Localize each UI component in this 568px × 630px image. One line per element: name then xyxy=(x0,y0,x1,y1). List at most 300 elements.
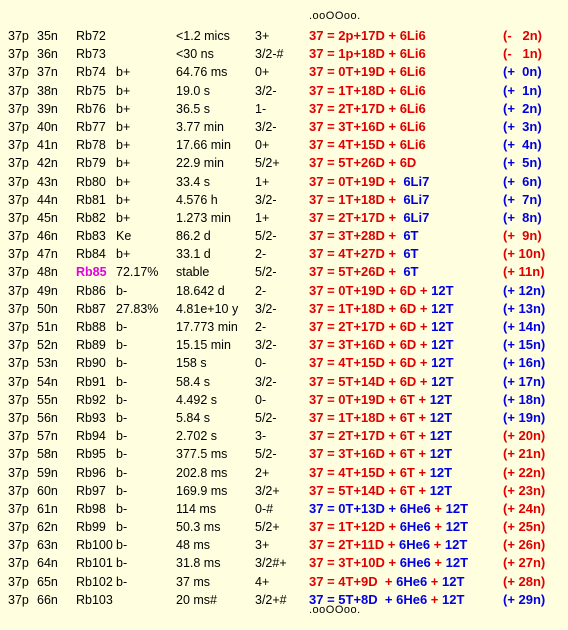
equation-part: 37 = 2T+11D + xyxy=(309,537,399,553)
half-life: 86.2 d xyxy=(176,229,211,244)
spin-parity: 3/2- xyxy=(255,83,277,98)
neutron-offset xyxy=(503,82,542,100)
equation-part: 12T xyxy=(442,591,465,607)
neutron-count: 35n xyxy=(37,29,58,43)
offset-text: (+ 18n) xyxy=(503,391,546,407)
table-row xyxy=(0,100,568,118)
half-life: 114 ms xyxy=(176,501,217,516)
isotope-name: Rb77 xyxy=(76,119,106,134)
table-row xyxy=(0,63,568,81)
neutron-offset xyxy=(503,100,542,118)
spin-parity: 0- xyxy=(255,356,267,371)
spin-parity: 0-# xyxy=(255,501,274,516)
neutron-offset xyxy=(503,245,545,263)
equation-part: 12T xyxy=(431,300,454,316)
proton-count: 37p xyxy=(8,410,29,425)
proton-count: 37p xyxy=(8,447,29,462)
spin-parity: 3/2- xyxy=(255,119,277,134)
offset-text: (+ 22n) xyxy=(503,464,546,480)
neutron-count: 52n xyxy=(37,338,58,353)
neutron-count: 45n xyxy=(37,210,58,225)
proton-count: 37p xyxy=(8,392,29,407)
isotope-name: Rb91 xyxy=(76,374,106,389)
decomposition-equation xyxy=(309,154,416,172)
decay-mode: Ke xyxy=(116,229,132,244)
neutron-offset xyxy=(503,518,545,536)
offset-text: (+ 4n) xyxy=(503,137,542,153)
spin-parity: 2- xyxy=(255,283,267,298)
equation-part: 37 = 2T+17D + xyxy=(309,209,400,225)
spin-parity: 5/2+ xyxy=(255,520,280,535)
decomposition-equation xyxy=(309,45,426,63)
neutron-count: 43n xyxy=(37,174,58,189)
decay-mode: b- xyxy=(116,501,128,516)
half-life: 3.77 min xyxy=(176,119,224,134)
equation-part: 12T xyxy=(445,519,469,535)
decay-mode: b- xyxy=(116,538,128,553)
table-row xyxy=(0,500,568,518)
neutron-count: 50n xyxy=(37,301,58,316)
table-row xyxy=(0,45,568,63)
equation-part: 37 = 5T+8D + xyxy=(309,591,397,607)
equation-part: 6T xyxy=(399,246,419,262)
decay-mode: b+ xyxy=(116,174,131,189)
proton-count: 37p xyxy=(8,119,29,134)
equation-part: 12T xyxy=(429,482,453,498)
proton-count: 37p xyxy=(8,247,29,262)
decomposition-equation xyxy=(309,500,468,518)
isotope-name: Rb81 xyxy=(76,192,106,207)
table-row xyxy=(0,173,568,191)
neutron-offset xyxy=(503,154,542,172)
equation-part: 37 = 1p+18D + 6Li6 xyxy=(309,46,426,62)
neutron-count: 59n xyxy=(37,465,58,480)
decay-mode: b+ xyxy=(116,101,131,116)
table-row xyxy=(0,27,568,45)
offset-text: (- 2n) xyxy=(503,28,542,43)
equation-part: 12T xyxy=(442,573,465,589)
table-row xyxy=(0,482,568,500)
offset-text: (+ 23n) xyxy=(503,482,546,498)
neutron-count: 49n xyxy=(37,283,58,298)
equation-part: 37 = 2T+17D + 6Li6 xyxy=(309,100,426,116)
abundance: 72.17% xyxy=(116,265,159,280)
equation-part: 37 = 5T+26D + xyxy=(309,264,400,280)
equation-part: 12T xyxy=(429,391,453,407)
decay-mode: b- xyxy=(116,520,128,535)
decay-mode: b+ xyxy=(116,119,131,134)
decay-mode: b- xyxy=(116,429,128,444)
isotope-name: Rb79 xyxy=(76,156,106,171)
decomposition-equation xyxy=(309,63,426,81)
spin-parity: 3/2#+ xyxy=(255,556,287,571)
decomposition-equation xyxy=(309,100,426,118)
equation-part: + xyxy=(430,519,446,535)
equation-part: 37 = 5T+26D + 6D xyxy=(309,155,417,171)
isotope-name: Rb89 xyxy=(76,338,106,353)
half-life: stable xyxy=(176,265,210,280)
decomposition-equation xyxy=(309,354,454,372)
isotope-name: Rb94 xyxy=(76,429,106,444)
proton-count: 37p xyxy=(8,374,29,389)
decomposition-equation xyxy=(309,464,452,482)
spin-parity: 2+ xyxy=(255,465,270,480)
neutron-count: 51n xyxy=(37,320,58,334)
table-row xyxy=(0,154,568,172)
proton-count: 37p xyxy=(8,520,29,535)
equation-part: 12T xyxy=(431,282,454,298)
table-row xyxy=(0,282,568,300)
equation-part: 6T xyxy=(399,228,419,244)
table-row xyxy=(0,336,568,354)
offset-text: (+ 10n) xyxy=(503,246,546,262)
equation-part: 37 = 5T+14D + 6T + xyxy=(309,482,430,498)
decomposition-equation xyxy=(309,82,426,100)
offset-text: (+ 8n) xyxy=(503,209,542,225)
spin-parity: 0+ xyxy=(255,138,270,153)
spin-parity: 5/2+ xyxy=(255,156,280,171)
decay-mode: b+ xyxy=(116,247,131,262)
decomposition-equation xyxy=(309,300,454,318)
half-life: 5.84 s xyxy=(176,410,211,425)
neutron-offset xyxy=(503,536,545,554)
offset-text: (+ 26n) xyxy=(503,537,546,553)
half-life: 158 s xyxy=(176,356,207,371)
decay-mode: b+ xyxy=(116,138,131,153)
equation-part: 37 = 4T+9D + xyxy=(309,573,397,589)
half-life: 202.8 ms xyxy=(176,465,228,480)
neutron-offset xyxy=(503,136,542,154)
isotope-name: Rb85 xyxy=(76,265,107,280)
offset-text: (+ 11n) xyxy=(503,264,545,280)
table-row xyxy=(0,136,568,154)
neutron-offset xyxy=(503,45,542,63)
spin-parity: 0+ xyxy=(255,65,270,80)
equation-part: 37 = 0T+19D + xyxy=(309,173,400,189)
proton-count: 37p xyxy=(8,229,29,244)
isotope-name: Rb74 xyxy=(76,65,106,80)
isotope-name: Rb102 xyxy=(76,574,113,589)
equation-part: 37 = 3T+16D + 6T + xyxy=(309,446,430,462)
equation-part: 37 = 1T+18D + 6T + xyxy=(309,409,430,425)
decay-mode: b- xyxy=(116,338,128,353)
half-life: 33.4 s xyxy=(176,174,211,189)
neutron-offset xyxy=(503,591,545,609)
half-life: 20 ms# xyxy=(176,592,217,607)
equation-part: 37 = 3T+16D + 6Li6 xyxy=(309,118,426,134)
neutron-count: 55n xyxy=(37,392,58,407)
equation-part: 37 = 3T+28D + xyxy=(309,228,400,244)
neutron-offset xyxy=(503,554,545,572)
offset-text: (+ 15n) xyxy=(503,337,546,353)
half-life: 377.5 ms xyxy=(176,447,228,462)
neutron-offset xyxy=(503,445,545,463)
offset-text: (+ 24n) xyxy=(503,500,546,516)
neutron-count: 61n xyxy=(37,501,58,516)
spin-parity: 5/2- xyxy=(255,265,277,280)
table-row xyxy=(0,318,568,336)
offset-text: (+ 3n) xyxy=(503,118,542,134)
decomposition-equation xyxy=(309,427,452,445)
proton-count: 37p xyxy=(8,47,29,62)
neutron-offset xyxy=(503,336,545,354)
isotope-list xyxy=(0,27,568,609)
equation-part: 12T xyxy=(431,337,454,353)
spin-parity: 1+ xyxy=(255,210,270,225)
proton-count: 37p xyxy=(8,192,29,207)
isotope-name: Rb83 xyxy=(76,229,106,244)
isotope-name: Rb73 xyxy=(76,47,106,62)
table-row xyxy=(0,464,568,482)
table-row xyxy=(0,591,568,609)
neutron-offset xyxy=(503,318,545,336)
half-life: 4.576 h xyxy=(176,192,218,207)
table-row xyxy=(0,263,568,281)
equation-part: 6He6 xyxy=(399,519,431,535)
decomposition-equation xyxy=(309,245,419,263)
half-life: 22.9 min xyxy=(176,156,224,171)
neutron-count: 46n xyxy=(37,229,58,244)
isotope-name: Rb75 xyxy=(76,83,106,98)
spin-parity: 5/2- xyxy=(255,447,277,462)
decomposition-equation xyxy=(309,536,467,554)
equation-part: 6He6 xyxy=(398,537,431,553)
decay-mode: b- xyxy=(116,320,128,334)
offset-text: (+ 12n) xyxy=(503,282,546,298)
decomposition-equation xyxy=(309,173,429,191)
decomposition-equation xyxy=(309,118,426,136)
decomposition-equation xyxy=(309,391,452,409)
isotope-name: Rb98 xyxy=(76,501,106,516)
neutron-offset xyxy=(503,391,545,409)
offset-text: (+ 29n) xyxy=(503,591,546,607)
decomposition-equation xyxy=(309,227,419,245)
offset-text: (+ 14n) xyxy=(503,319,546,334)
isotope-name: Rb101 xyxy=(76,556,113,571)
neutron-offset xyxy=(503,500,545,518)
decay-mode: b- xyxy=(116,556,128,571)
decomposition-equation xyxy=(309,518,468,536)
decay-mode: b- xyxy=(116,374,128,389)
proton-count: 37p xyxy=(8,138,29,153)
decoration-top: .ooOOoo. xyxy=(309,10,361,22)
isotope-name: Rb92 xyxy=(76,392,106,407)
equation-part: 37 = 0T+19D + 6T + xyxy=(309,391,430,407)
decomposition-equation xyxy=(309,573,464,591)
neutron-offset xyxy=(503,354,545,372)
isotope-name: Rb97 xyxy=(76,483,106,498)
equation-part: 12T xyxy=(431,355,454,371)
proton-count: 37p xyxy=(8,83,29,98)
half-life: 2.702 s xyxy=(176,429,218,444)
equation-part: + xyxy=(430,537,445,553)
decomposition-equation xyxy=(309,445,452,463)
neutron-count: 47n xyxy=(37,247,58,262)
proton-count: 37p xyxy=(8,538,29,553)
half-life: 1.273 min xyxy=(176,210,231,225)
proton-count: 37p xyxy=(8,338,29,353)
neutron-count: 63n xyxy=(37,538,58,553)
neutron-count: 65n xyxy=(37,574,58,589)
decoration-bottom: .ooOOoo. xyxy=(309,604,361,616)
isotope-name: Rb82 xyxy=(76,210,106,225)
decomposition-equation xyxy=(309,373,454,391)
decay-mode: b+ xyxy=(116,65,131,80)
decay-mode: b- xyxy=(116,447,128,462)
half-life: <1.2 mics xyxy=(176,29,230,43)
table-row xyxy=(0,209,568,227)
decomposition-equation xyxy=(309,282,454,300)
table-row xyxy=(0,536,568,554)
spin-parity: 3/2+ xyxy=(255,483,280,498)
equation-part: 37 = 3T+10D + xyxy=(309,555,400,571)
spin-parity: 3- xyxy=(255,429,267,444)
offset-text: (+ 28n) xyxy=(503,573,546,589)
equation-part: 37 = 4T+27D + xyxy=(309,246,400,262)
equation-part: 12T xyxy=(444,537,468,553)
equation-part: 37 = 4T+15D + 6D + xyxy=(309,355,432,371)
half-life: <30 ns xyxy=(176,47,214,62)
half-life: 48 ms xyxy=(176,538,211,553)
proton-count: 37p xyxy=(8,210,29,225)
decomposition-equation xyxy=(309,318,454,336)
offset-text: (+ 16n) xyxy=(503,355,546,371)
offset-text: (+ 20n) xyxy=(503,428,546,444)
proton-count: 37p xyxy=(8,501,29,516)
proton-count: 37p xyxy=(8,356,29,371)
half-life: 17.66 min xyxy=(176,138,231,153)
decomposition-equation xyxy=(309,482,452,500)
offset-text: (+ 27n) xyxy=(503,555,546,571)
neutron-count: 44n xyxy=(37,192,58,207)
equation-part: 12T xyxy=(429,428,453,444)
proton-count: 37p xyxy=(8,29,29,43)
spin-parity: 3/2- xyxy=(255,338,277,353)
isotope-name: Rb84 xyxy=(76,247,106,262)
neutron-count: 41n xyxy=(37,138,58,153)
isotope-name: Rb100 xyxy=(76,538,113,553)
offset-text: (+ 1n) xyxy=(503,82,542,98)
decomposition-equation xyxy=(309,263,419,281)
decay-mode: b+ xyxy=(116,156,131,171)
isotope-name: Rb95 xyxy=(76,447,106,462)
equation-part: 37 = 4T+15D + 6T + xyxy=(309,464,430,480)
spin-parity: 3/2- xyxy=(255,301,277,316)
neutron-offset xyxy=(503,409,545,427)
equation-part: 6He6 xyxy=(399,500,431,516)
spin-parity: 3/2-# xyxy=(255,47,284,62)
half-life: 37 ms xyxy=(176,574,211,589)
equation-part: 6He6 xyxy=(399,555,431,571)
neutron-offset xyxy=(503,482,545,500)
equation-part: 6He6 xyxy=(396,591,428,607)
equation-part: 6Li7 xyxy=(399,191,430,207)
isotope-name: Rb90 xyxy=(76,356,106,371)
decomposition-equation xyxy=(309,209,429,227)
equation-part: 6Li7 xyxy=(399,209,430,225)
offset-text: (+ 9n) xyxy=(503,228,542,244)
equation-part: + xyxy=(430,555,446,571)
equation-part: 37 = 1T+18D + 6Li6 xyxy=(309,82,426,98)
equation-part: 12T xyxy=(431,373,454,389)
neutron-count: 60n xyxy=(37,483,58,498)
half-life: 17.773 min xyxy=(176,320,238,334)
spin-parity: 3/2+# xyxy=(255,592,287,607)
neutron-count: 38n xyxy=(37,83,58,98)
equation-part: 12T xyxy=(429,446,453,462)
spin-parity: 2- xyxy=(255,247,267,262)
offset-text: (+ 17n) xyxy=(503,373,546,389)
decay-mode: b- xyxy=(116,283,128,298)
equation-part: 37 = 3T+16D + 6D + xyxy=(309,337,432,353)
decay-mode: b- xyxy=(116,465,128,480)
spin-parity: 3/2- xyxy=(255,192,277,207)
spin-parity: 1+ xyxy=(255,174,270,189)
isotope-name: Rb80 xyxy=(76,174,106,189)
isotope-name: Rb72 xyxy=(76,29,106,43)
equation-part: 37 = 1T+18D + xyxy=(309,191,400,207)
spin-parity: 3+ xyxy=(255,29,270,43)
proton-count: 37p xyxy=(8,556,29,571)
decay-mode: b- xyxy=(116,574,128,589)
equation-part: 12T xyxy=(429,409,453,425)
isotope-name: Rb78 xyxy=(76,138,106,153)
half-life: 15.15 min xyxy=(176,338,231,353)
decay-mode: b+ xyxy=(116,83,131,98)
decomposition-equation xyxy=(309,409,452,427)
neutron-offset xyxy=(503,173,542,191)
proton-count: 37p xyxy=(8,592,29,607)
equation-part: 37 = 0T+13D + xyxy=(309,500,400,516)
isotope-name: Rb96 xyxy=(76,465,106,480)
equation-part: 37 = 4T+15D + 6Li6 xyxy=(309,137,426,153)
neutron-count: 37n xyxy=(37,65,58,80)
equation-part: 37 = 1T+18D + 6D + xyxy=(309,300,432,316)
half-life: 19.0 s xyxy=(176,83,211,98)
half-life: 58.4 s xyxy=(176,374,211,389)
half-life: 18.642 d xyxy=(176,283,225,298)
abundance: 27.83% xyxy=(116,301,159,316)
half-life: 33.1 d xyxy=(176,247,211,262)
isotope-name: Rb99 xyxy=(76,520,106,535)
neutron-offset xyxy=(503,191,542,209)
equation-part: 37 = 5T+14D + 6D + xyxy=(309,373,432,389)
neutron-offset xyxy=(503,300,545,318)
offset-text: (+ 21n) xyxy=(503,446,546,462)
table-row xyxy=(0,300,568,318)
table-row xyxy=(0,118,568,136)
equation-part: 6He6 xyxy=(396,573,428,589)
neutron-offset xyxy=(503,464,545,482)
table-row xyxy=(0,573,568,591)
neutron-count: 36n xyxy=(37,47,58,62)
decay-mode: b- xyxy=(116,356,128,371)
equation-part: 12T xyxy=(431,319,454,334)
table-row xyxy=(0,245,568,263)
table-row xyxy=(0,373,568,391)
isotope-name: Rb93 xyxy=(76,410,106,425)
offset-text: (+ 25n) xyxy=(503,519,546,535)
proton-count: 37p xyxy=(8,574,29,589)
neutron-count: 57n xyxy=(37,429,58,444)
neutron-offset xyxy=(503,263,545,281)
table-row xyxy=(0,445,568,463)
isotope-name: Rb103 xyxy=(76,592,113,607)
half-life: 50.3 ms xyxy=(176,520,221,535)
decomposition-equation xyxy=(309,27,426,45)
offset-text: (+ 19n) xyxy=(503,409,546,425)
decay-mode: b+ xyxy=(116,210,131,225)
